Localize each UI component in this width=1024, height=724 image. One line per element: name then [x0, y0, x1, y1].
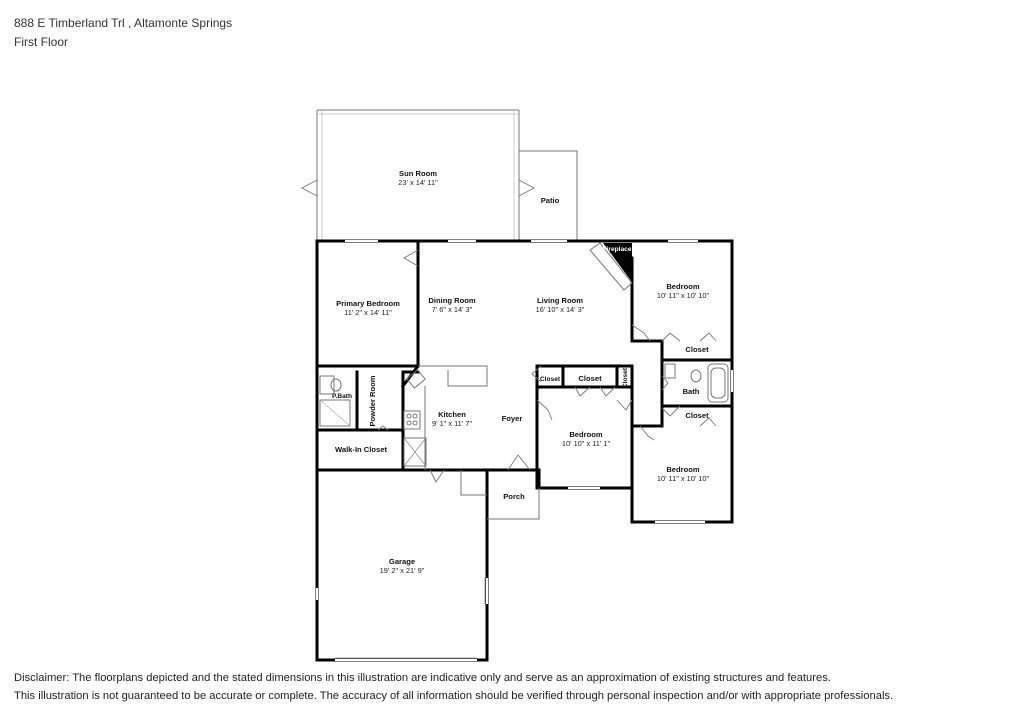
bedroom-se-dims: 10' 11" x 10' 10": [656, 474, 710, 483]
closet-foyer-b-name: Closet: [578, 374, 602, 383]
bedroom-ne-name: Bedroom: [666, 282, 700, 291]
bedroom-se-name: Bedroom: [666, 465, 700, 474]
porch-outline: [461, 470, 539, 519]
bedroom-mid-name: Bedroom: [569, 430, 603, 439]
disclaimer-line-2: This illustration is not guaranteed to be accurate or complete. The accuracy of all information should be verified through personal inspection and/or with appropriate professionals.: [14, 690, 894, 702]
sun-room-name: Sun Room: [399, 169, 437, 178]
floor-label: First Floor: [14, 35, 68, 49]
powder-room-name: Powder Room: [368, 375, 377, 427]
dining-room-dims: 7' 6" x 14' 3": [431, 305, 473, 314]
garage-dims: 19' 2" x 21' 9": [379, 566, 425, 575]
kitchen-dims: 9' 1" x 11' 7": [432, 419, 472, 428]
living-room-name: Living Room: [537, 296, 583, 305]
walk-in-closet-name: Walk-In Closet: [334, 445, 388, 454]
bath-name: Bath: [682, 387, 700, 396]
fireplace-name: Fireplace: [602, 246, 632, 253]
living-room-dims: 16' 10" x 14' 3": [535, 305, 585, 314]
kitchen-name: Kitchen: [438, 410, 466, 419]
primary-bedroom-name: Primary Bedroom: [336, 299, 400, 308]
foyer-name: Foyer: [501, 414, 523, 423]
bedroom-mid-dims: 10' 10" x 11' 1": [561, 439, 611, 448]
disclaimer-line-1: Disclaimer: The floorplans depicted and the stated dimensions in this illustration are indicative only and serve as an approximation of existing structures and features.: [14, 672, 831, 684]
property-address: 888 E Timberland Trl , Altamonte Springs: [14, 16, 233, 30]
patio-name: Patio: [540, 196, 560, 205]
dining-room-name: Dining Room: [428, 296, 476, 305]
porch-name: Porch: [503, 492, 525, 501]
room-labels: [332, 169, 710, 575]
p-bath-name: P.Bath: [331, 393, 353, 400]
sun-room-dims: 23' x 14' 11": [398, 178, 438, 187]
bedroom-ne-dims: 10' 11" x 10' 10": [656, 291, 710, 300]
closet-foyer-c-name: Closet: [622, 367, 629, 389]
bath-fixtures: [320, 364, 728, 426]
closet-foyer-a-name: Closet: [539, 376, 561, 383]
closet-se-name: Closet: [685, 411, 709, 420]
primary-bedroom-dims: 11' 2" x 14' 11": [344, 308, 392, 317]
garage-name: Garage: [388, 557, 416, 566]
closet-ne-name: Closet: [685, 345, 709, 354]
